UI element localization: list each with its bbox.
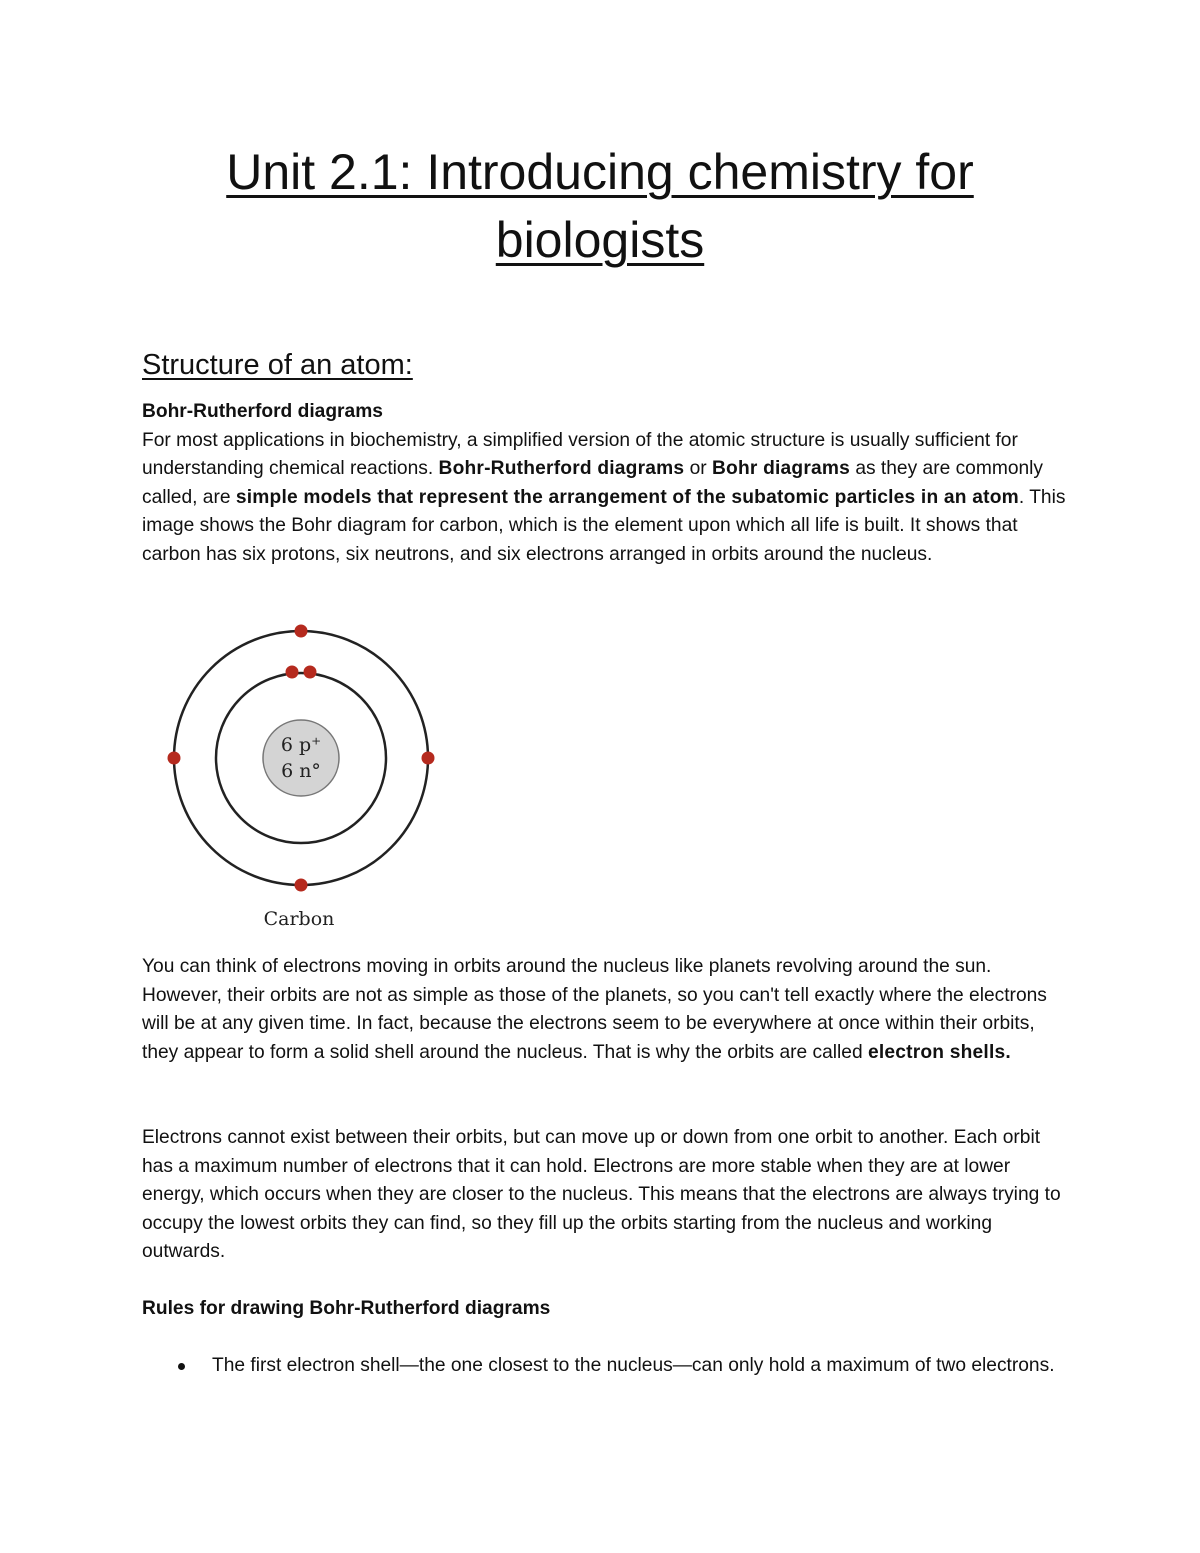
diagram-caption: Carbon xyxy=(263,908,335,930)
page-title xyxy=(0,138,1200,274)
inner-electron-2 xyxy=(304,666,317,679)
title-line-2: biologists xyxy=(495,212,705,268)
bohr-subheading: Bohr-Rutherford diagrams xyxy=(142,401,383,422)
bohr-section xyxy=(142,398,1072,570)
outer-electron-right xyxy=(422,752,435,765)
electron-shells-term: electron shells. xyxy=(867,1041,1011,1063)
title-line-1: Unit 2.1: Introducing chemistry for xyxy=(226,144,974,200)
inner-electron-1 xyxy=(286,666,299,679)
bohr-definition: simple models that represent the arrangement of the subatomic particles in an atom xyxy=(235,486,1019,508)
bohr-text-4: . This image shows the Bohr diagram for carbon, which is the element upon which all life is built. It shows that carbon has six protons, six neutrons, and six electrons arranged in orbits around the nucleus. xyxy=(142,486,1066,565)
rules-heading: Rules for drawing Bohr-Rutherford diagrams xyxy=(142,1298,551,1319)
section-heading: Structure of an atom: xyxy=(142,349,413,381)
nucleus xyxy=(263,720,339,796)
list-item xyxy=(142,1352,1102,1381)
bohr-text-3: as they are commonly called, are xyxy=(142,458,1044,508)
carbon-bohr-diagram xyxy=(160,620,450,940)
bullet-icon xyxy=(178,1363,185,1370)
protons-label: 6 p⁺ xyxy=(280,734,322,756)
outer-electron-bottom xyxy=(295,879,308,892)
rules-list xyxy=(142,1352,1102,1381)
neutrons-label: 6 n° xyxy=(281,760,321,782)
bohr-text-2: or xyxy=(684,458,712,480)
bohr-term-2: Bohr diagrams xyxy=(711,458,850,480)
shells-text: You can think of electrons moving in orbits around the nucleus like planets revolving around the sun. However, their orbits are not as simple as those of the planets, so you can't tell exactly where the electrons will be at any given time. In fact, because the electrons seem to be everywhere at once within their orbits, they appear to form a solid shell around the nucleus. That is why the orbits are called xyxy=(142,956,1047,1063)
bohr-text-1: For most applications in biochemistry, a simplified version of the atomic structure is usually sufficient for understanding chemical reactions. xyxy=(142,429,1018,480)
rule-text: The first electron shell—the one closest to the nucleus—can only hold a maximum of two electrons. xyxy=(212,1355,1055,1376)
bohr-term-1: Bohr-Rutherford diagrams xyxy=(438,458,685,480)
orbits-paragraph: Electrons cannot exist between their orbits, but can move up or down from one orbit to another. Each orbit has a maximum number of electrons that it can hold. Electrons are more stable when they are at lower energy, which occurs when they are closer to the nucleus. This means that the electrons are always trying to occupy the lowest orbits they can find, so they fill up the orbits starting from the nucleus and working outwards. xyxy=(142,1127,1061,1263)
outer-electron-left xyxy=(168,752,181,765)
bohr-paragraph xyxy=(142,427,1072,570)
outer-electron-top xyxy=(295,625,308,638)
electron-shells-paragraph xyxy=(142,953,1072,1067)
